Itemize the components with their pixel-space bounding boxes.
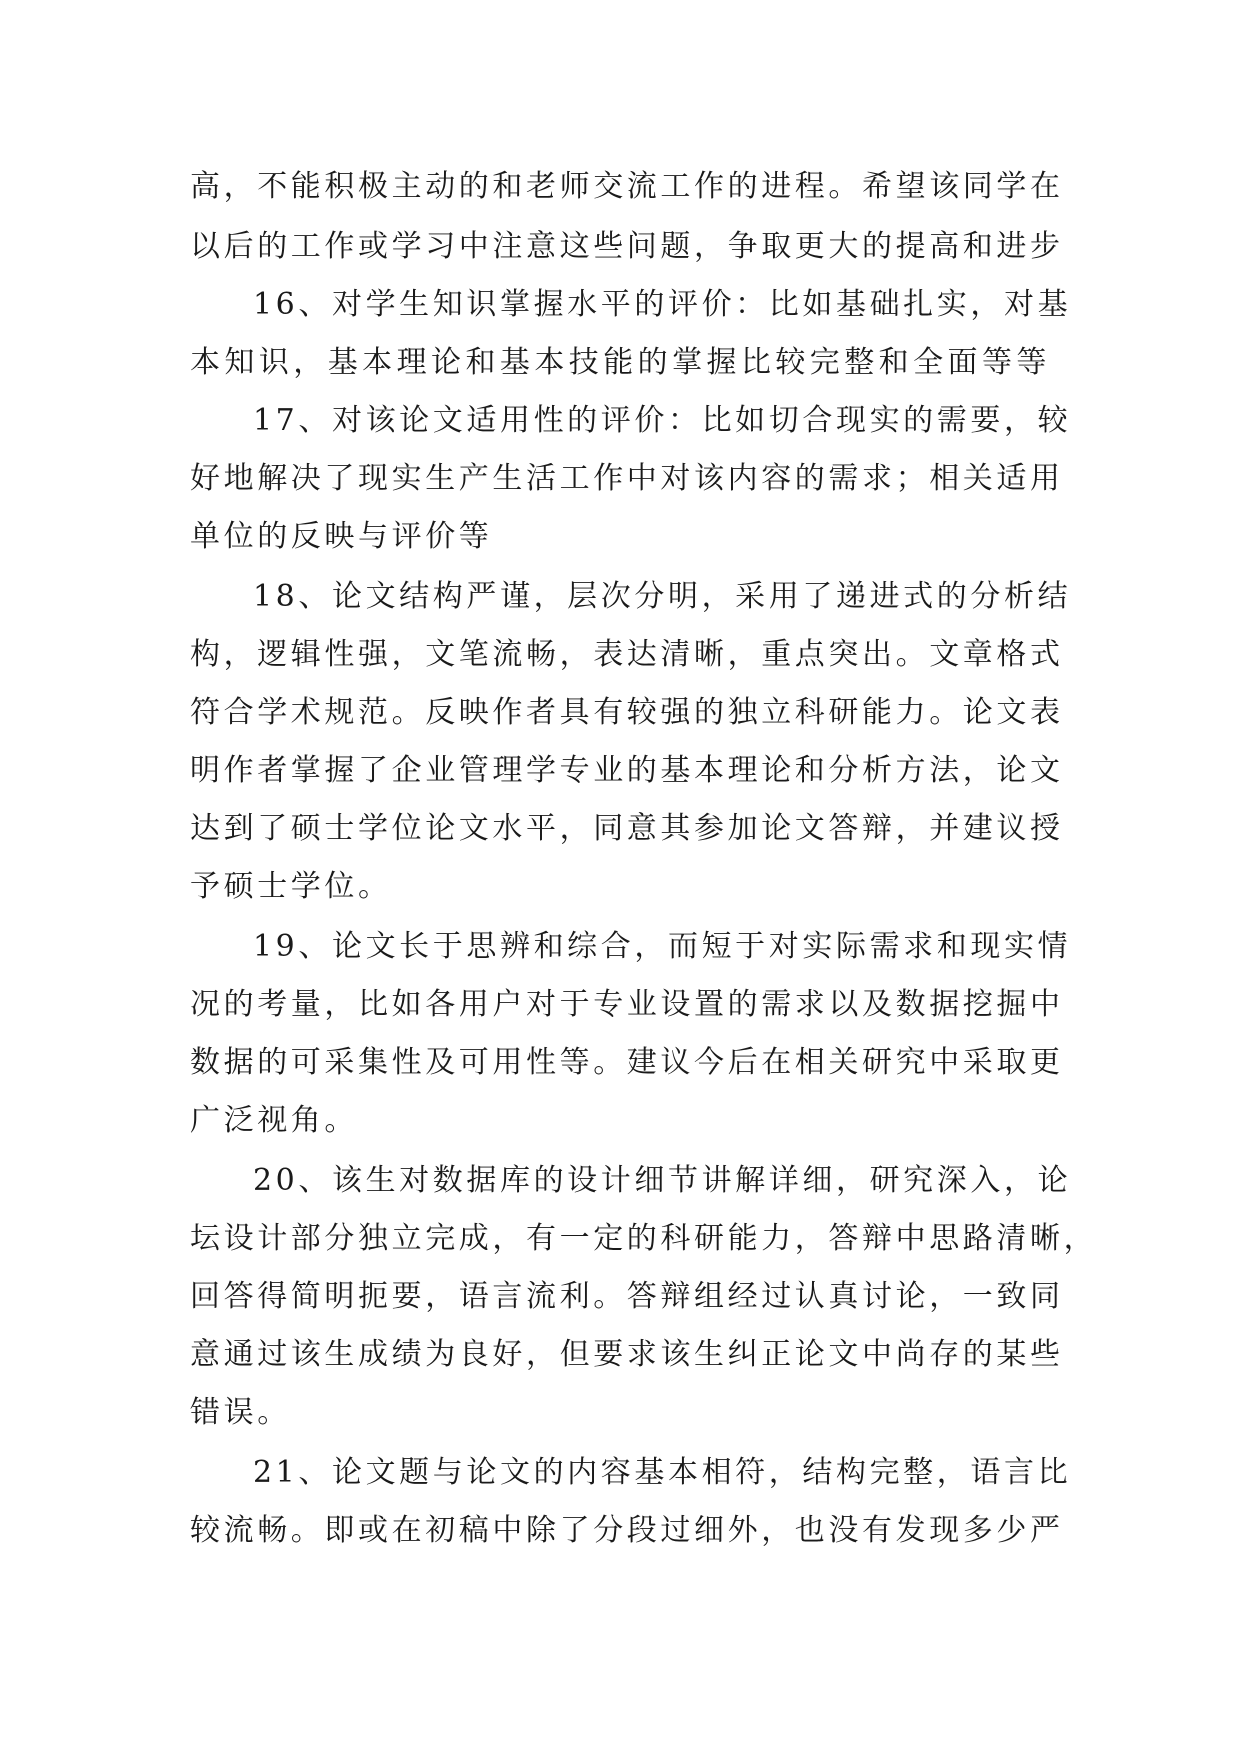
paragraph-17-start: 17、对该论文适用性的评价：比如切合现实的需要，较 [253,403,1072,438]
text-line: 错误。 [190,1395,291,1430]
paragraph-19-start: 19、论文长于思辨和综合，而短于对实际需求和现实情 [253,929,1072,964]
text-line: 符合学术规范。反映作者具有较强的独立科研能力。论文表 [190,695,1064,730]
text-line: 构，逻辑性强，文笔流畅，表达清晰，重点突出。文章格式 [190,637,1064,672]
text-line: 广泛视角。 [190,1103,358,1138]
text-line: 高，不能积极主动的和老师交流工作的进程。希望该同学在 [190,169,1064,204]
text-line: 坛设计部分独立完成，有一定的科研能力，答辩中思路清晰， [190,1221,1098,1256]
paragraph-21-start: 21、论文题与论文的内容基本相符，结构完整，语言比 [253,1455,1072,1490]
paragraph-16-start: 16、对学生知识掌握水平的评价：比如基础扎实，对基 [253,287,1072,322]
text-line: 好地解决了现实生产生活工作中对该内容的需求；相关适用 [190,461,1064,496]
paragraph-20-start: 20、该生对数据库的设计细节讲解详细，研究深入，论 [253,1163,1072,1198]
text-line: 较流畅。即或在初稿中除了分段过细外，也没有发现多少严 [190,1513,1064,1548]
text-line: 以后的工作或学习中注意这些问题，争取更大的提高和进步 [190,229,1064,264]
text-line: 单位的反映与评价等 [190,519,493,554]
text-line: 数据的可采集性及可用性等。建议今后在相关研究中采取更 [190,1045,1064,1080]
text-line: 意通过该生成绩为良好，但要求该生纠正论文中尚存的某些 [190,1337,1064,1372]
text-line: 回答得简明扼要，语言流利。答辩组经过认真讨论，一致同 [190,1279,1064,1314]
text-line: 况的考量，比如各用户对于专业设置的需求以及数据挖掘中 [190,987,1064,1022]
text-line: 本知识，基本理论和基本技能的掌握比较完整和全面等等 [190,345,1050,380]
text-line: 达到了硕士学位论文水平，同意其参加论文答辩，并建议授 [190,811,1064,846]
text-line: 明作者掌握了企业管理学专业的基本理论和分析方法，论文 [190,753,1064,788]
paragraph-18-start: 18、论文结构严谨，层次分明，采用了递进式的分析结 [253,579,1072,614]
text-line: 予硕士学位。 [190,869,392,904]
